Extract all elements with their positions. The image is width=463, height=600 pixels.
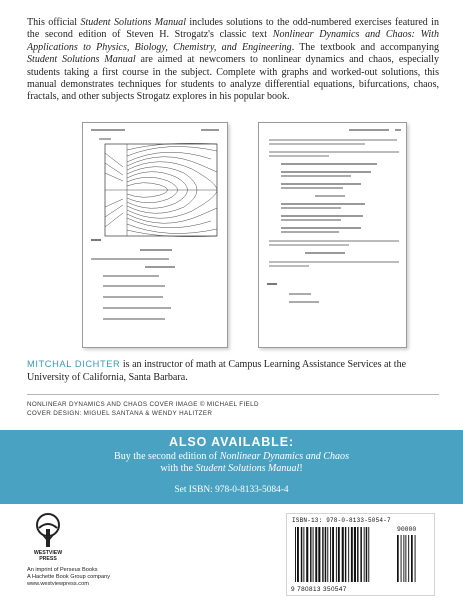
- publisher-name-line: WESTVIEW: [33, 550, 63, 556]
- author-bio-text: is an instructor of math at Campus Learning Assistance Services at the University of California, Santa Barbara.: [27, 359, 407, 383]
- cover-design-credit: COVER DESIGN: MIGUEL SANTANA & WENDY HALITZER: [27, 409, 213, 417]
- sample-page-illustration: [83, 123, 229, 349]
- barcode-addon-bar: [411, 535, 413, 582]
- sample-pages: [0, 122, 463, 350]
- publisher-name: [18, 550, 78, 562]
- divider: [27, 394, 439, 395]
- blurb-text: . The textbook and accompanying: [291, 41, 440, 53]
- publisher-website: www.westviewpress.com: [27, 581, 89, 588]
- promo-manual-title: Student Solutions Manual: [195, 463, 300, 475]
- blurb-title-ref: Student Solutions Manual: [27, 54, 136, 66]
- promo-book-title: Nonlinear Dynamics and Chaos: [219, 451, 349, 462]
- promo-text: Buy the second edition of: [114, 451, 220, 462]
- barcode-addon-bar: [403, 535, 404, 582]
- barcode-addon-bar: [397, 535, 399, 582]
- barcode-bar: [354, 527, 356, 582]
- blurb-text: This official: [27, 17, 81, 28]
- westview-press-logo-icon: [34, 513, 62, 551]
- barcode-bar: [357, 527, 358, 582]
- cover-image-credit: NONLINEAR DYNAMICS AND CHAOS COVER IMAGE © MICHAEL FIELD: [27, 401, 259, 408]
- barcode-bars: [293, 527, 429, 586]
- barcode-addon-bar: [405, 535, 406, 582]
- barcode-bar: [360, 527, 362, 582]
- barcode-bar: [348, 527, 349, 582]
- barcode-bar: [318, 527, 320, 582]
- publisher-name-line: PRESS: [39, 556, 57, 562]
- barcode-bar: [313, 527, 314, 582]
- barcode-bar: [338, 527, 340, 582]
- sample-page-illustration: [259, 123, 408, 349]
- barcode-isbn-text: ISBN-13: 978-0-8133-5054-7: [292, 517, 391, 524]
- barcode-addon-bar: [401, 535, 402, 582]
- barcode-bar: [330, 527, 331, 582]
- barcode-bar: [322, 527, 323, 582]
- sample-page-solutions: [258, 122, 407, 348]
- barcode-bar: [297, 527, 299, 582]
- also-available-heading: ALSO AVAILABLE:: [168, 435, 295, 449]
- description-blurb: [27, 17, 439, 104]
- author-bio: [27, 358, 439, 384]
- barcode-bar: [368, 527, 369, 582]
- blurb-text: are aimed at newcomers to nonlinear dynamics and chaos, especially students taking a first course in the subject. Complete with graphs and worked-out solutions, this manual demonstrates techniques for students to analyze differential equations, bifurcations, chaos, fractals, and other subjects Strogatz explores in his popular book.: [27, 54, 439, 103]
- sample-page-phase-portrait: [82, 122, 228, 348]
- barcode-bar: [336, 527, 337, 582]
- also-available-banner: [0, 430, 463, 504]
- imprint-line: A Hachette Book Group company: [27, 574, 111, 581]
- blurb-text: includes solutions to the odd-numbered exercises featured in the second edition of Steven H. Strogatz's classic text: [27, 17, 439, 41]
- barcode-bar: [295, 527, 296, 582]
- set-isbn: Set ISBN: 978-0-8133-5084-4: [174, 485, 289, 495]
- barcode-bar: [342, 527, 344, 582]
- promo-text: with the: [160, 463, 196, 475]
- imprint-line: An imprint of Perseus Books: [27, 567, 98, 573]
- blurb-title-ref: Student Solutions Manual: [80, 17, 186, 28]
- barcode-bar: [301, 527, 303, 582]
- barcode-addon-bar: [408, 535, 409, 582]
- cover-credits: [27, 401, 439, 418]
- barcode-bar: [306, 527, 308, 582]
- also-available-text: [0, 451, 463, 476]
- barcode-bar: [315, 527, 317, 582]
- blurb-title-ref: Nonlinear Dynamics and Chaos: With Applications to Physics, Biology, Chemistry, and Engineering: [27, 29, 439, 53]
- isbn-barcode: [286, 513, 435, 596]
- barcode-bar: [345, 527, 346, 582]
- barcode-number: 9 780813 350547: [291, 586, 347, 593]
- barcode-price-code: 90000: [397, 526, 417, 533]
- barcode-addon-bar: [415, 535, 416, 582]
- barcode-bar: [325, 527, 327, 582]
- barcode-bar: [303, 527, 304, 582]
- barcode-bar: [351, 527, 353, 582]
- author-name: MITCHAL DICHTER: [27, 359, 121, 369]
- barcode-bar: [332, 527, 334, 582]
- barcode-bar: [327, 527, 328, 582]
- barcode-bar: [310, 527, 311, 582]
- publisher-imprint: [27, 567, 147, 588]
- barcode-bar: [364, 527, 365, 582]
- barcode-bar: [366, 527, 368, 582]
- promo-text: !: [299, 463, 303, 475]
